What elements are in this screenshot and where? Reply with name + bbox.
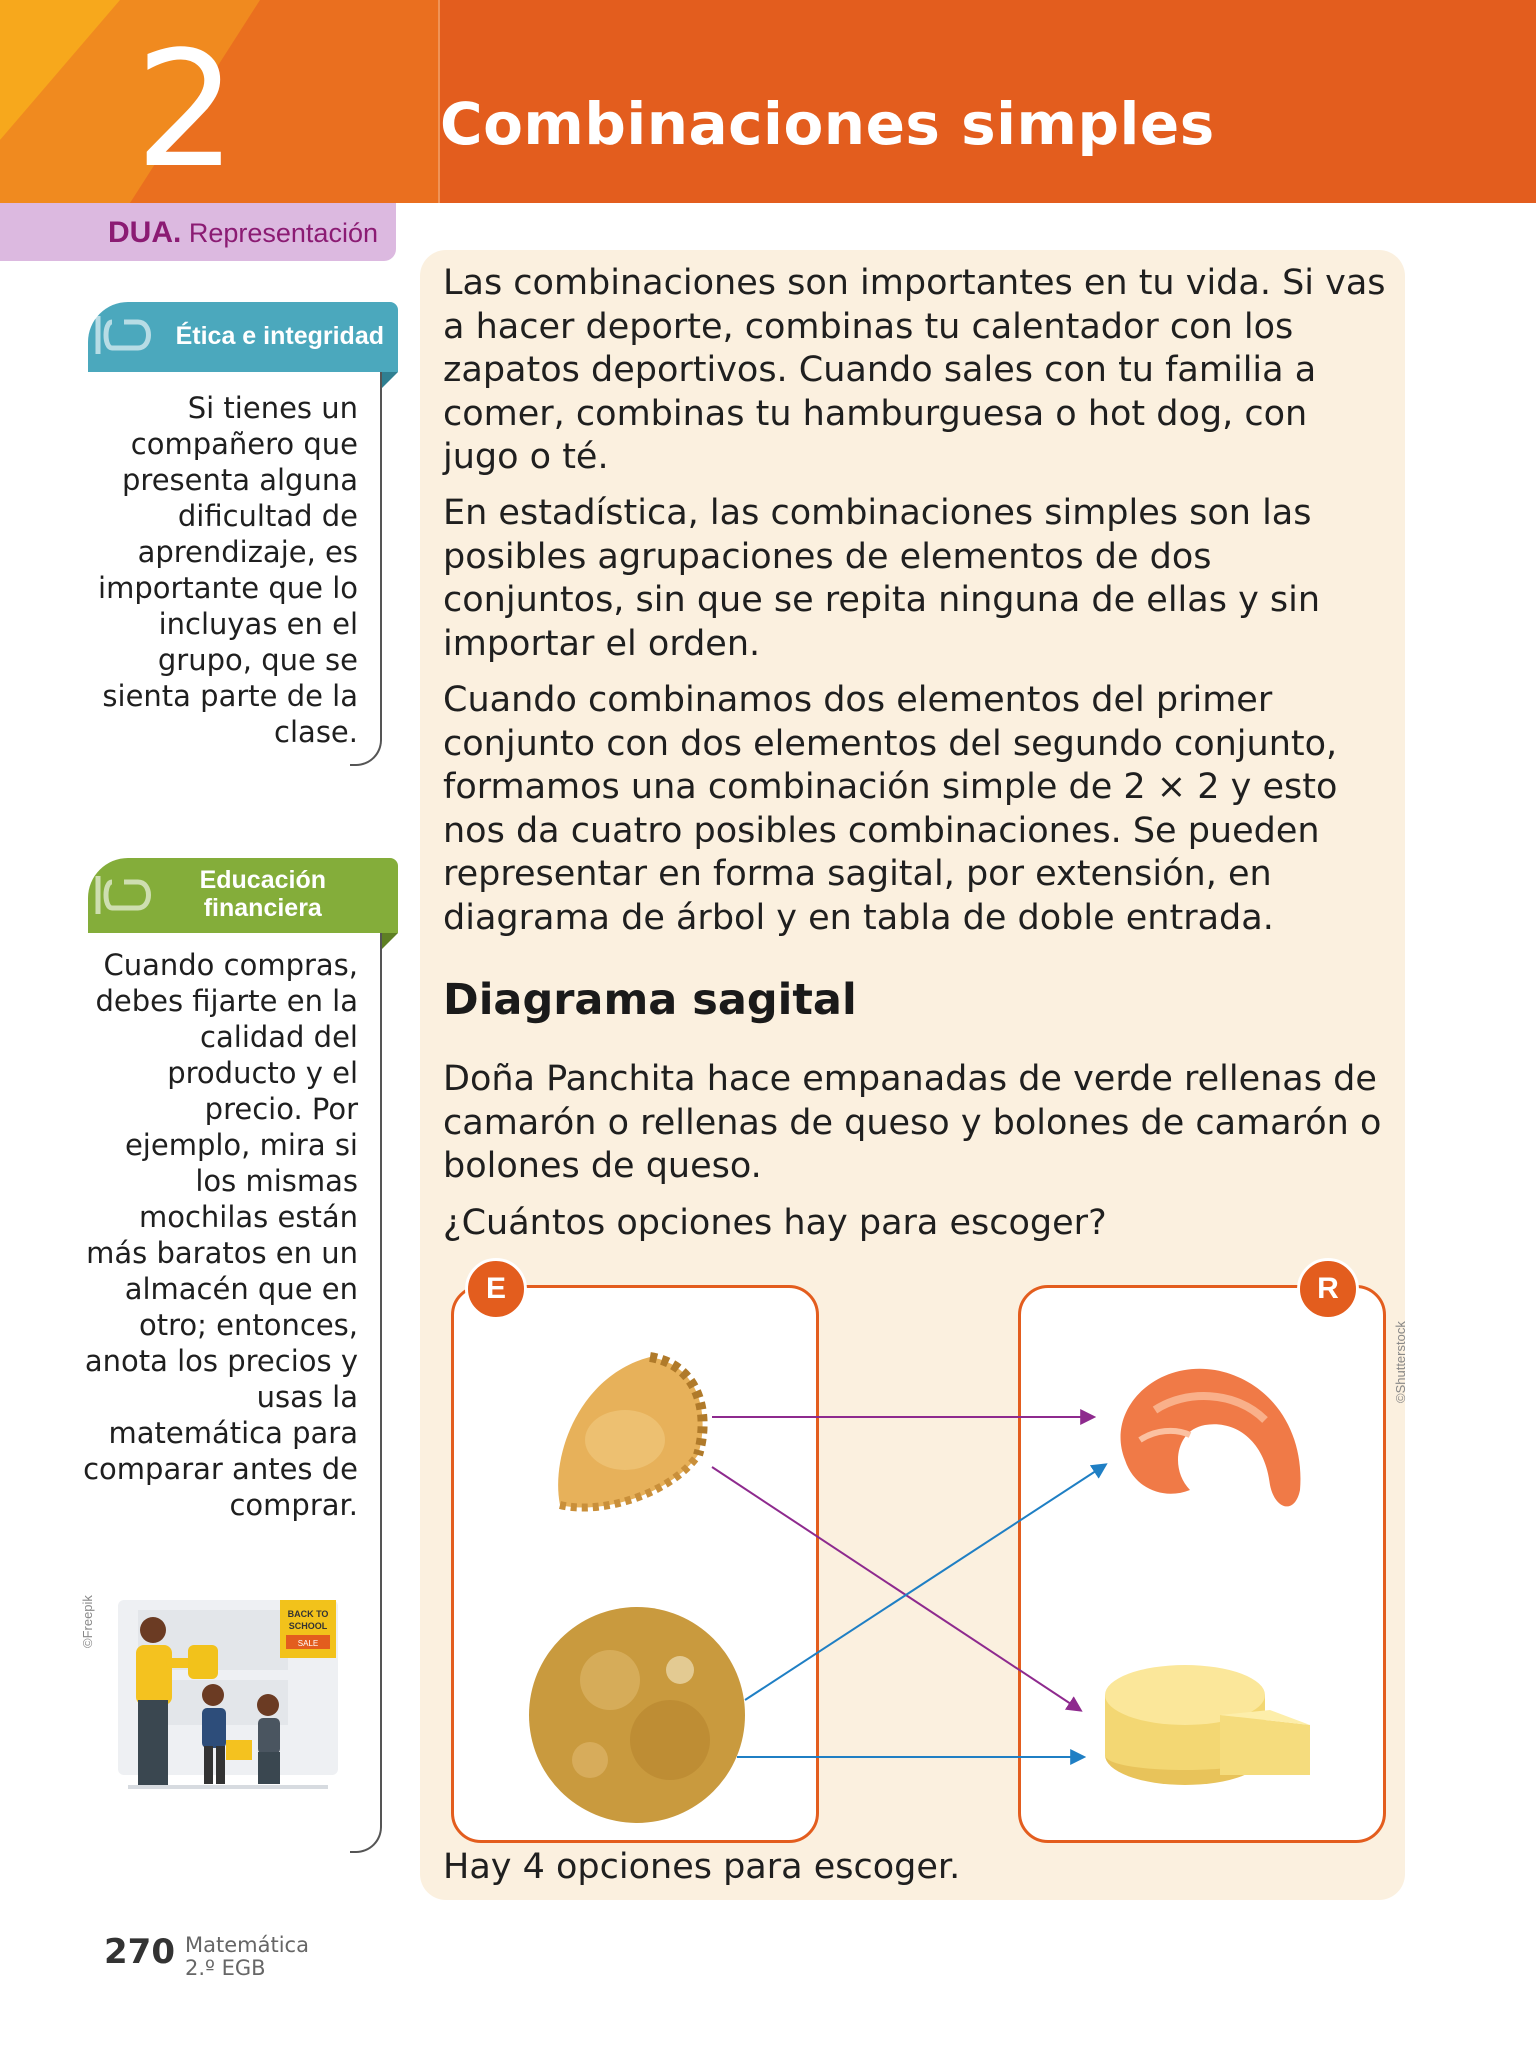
finance-tag-line1: Educación: [199, 866, 326, 894]
footer-subject: Matemática: [185, 1933, 309, 1957]
answer-text: Hay 4 opciones para escoger.: [443, 1847, 961, 1887]
finance-callout-text: Cuando compras, debes fijarte en la calidad del producto y el precio. Por ejemplo, mira si los mismas mochilas están más baratos en un almacén que en otro; entonces, anota los precios y usas la matemática para comparar antes de comprar.: [83, 948, 358, 1522]
intro-paragraph: Las combinaciones son importantes en tu vida. Si vas a hacer deporte, combinas tu calentador con los zapatos deportivos. Cuando sales con tu familia a comer, combinas tu hamburguesa o hot dog, con jugo o té.: [443, 263, 1386, 477]
arrow-empanada-cheese: [712, 1467, 1080, 1710]
page-number: 270: [104, 1932, 175, 1972]
page-title: Combinaciones simples: [440, 90, 1215, 158]
ethics-callout-text: Si tienes un compañero que presenta alguna dificultad de aprendizaje, es importante que lo incluyas en el grupo, que se sienta parte de la clase.: [98, 391, 358, 749]
problem-paragraph: Doña Panchita hace empanadas de verde rellenas de camarón o rellenas de queso y bolones de camarón o bolones de queso.: [443, 1059, 1382, 1186]
set-e-badge: E: [465, 1258, 527, 1320]
dua-label: Representación: [188, 218, 378, 248]
ethics-tag-label: Ética e integridad: [175, 322, 384, 350]
question-text: ¿Cuántos opciones hay para escoger?: [443, 1203, 1107, 1243]
definition-paragraph: En estadística, las combinaciones simples son las posibles agrupaciones de elementos de dos conjuntos, sin que se repita ninguna de ellas y sin importar el orden.: [443, 493, 1321, 664]
set-r-badge: R: [1297, 1258, 1359, 1320]
section-heading: Diagrama sagital: [443, 975, 857, 1025]
sign-line1: BACK TO: [287, 1609, 329, 1619]
combination-paragraph: Cuando combinamos dos elementos del primer conjunto con dos elementos del segundo conjunto, formamos una combinación simple de 2 × 2 y esto nos da cuatro posibles combinaciones. Se pueden representar en forma sagital, por extensión, en diagrama de árbol y en tabla de doble entrada.: [443, 680, 1338, 938]
freepik-credit: ©Freepik: [80, 1595, 95, 1648]
finance-tag-line2: financiera: [203, 894, 322, 922]
arrow-bolon-shrimp: [745, 1465, 1105, 1700]
sign-line3: SALE: [297, 1639, 319, 1648]
sign-line2: SCHOOL: [288, 1621, 328, 1631]
dua-prefix: DUA.: [108, 216, 182, 249]
shutterstock-credit: ©Shutterstock: [1393, 1321, 1408, 1403]
footer-grade: 2.º EGB: [185, 1956, 266, 1980]
chapter-number: 2: [135, 16, 237, 203]
